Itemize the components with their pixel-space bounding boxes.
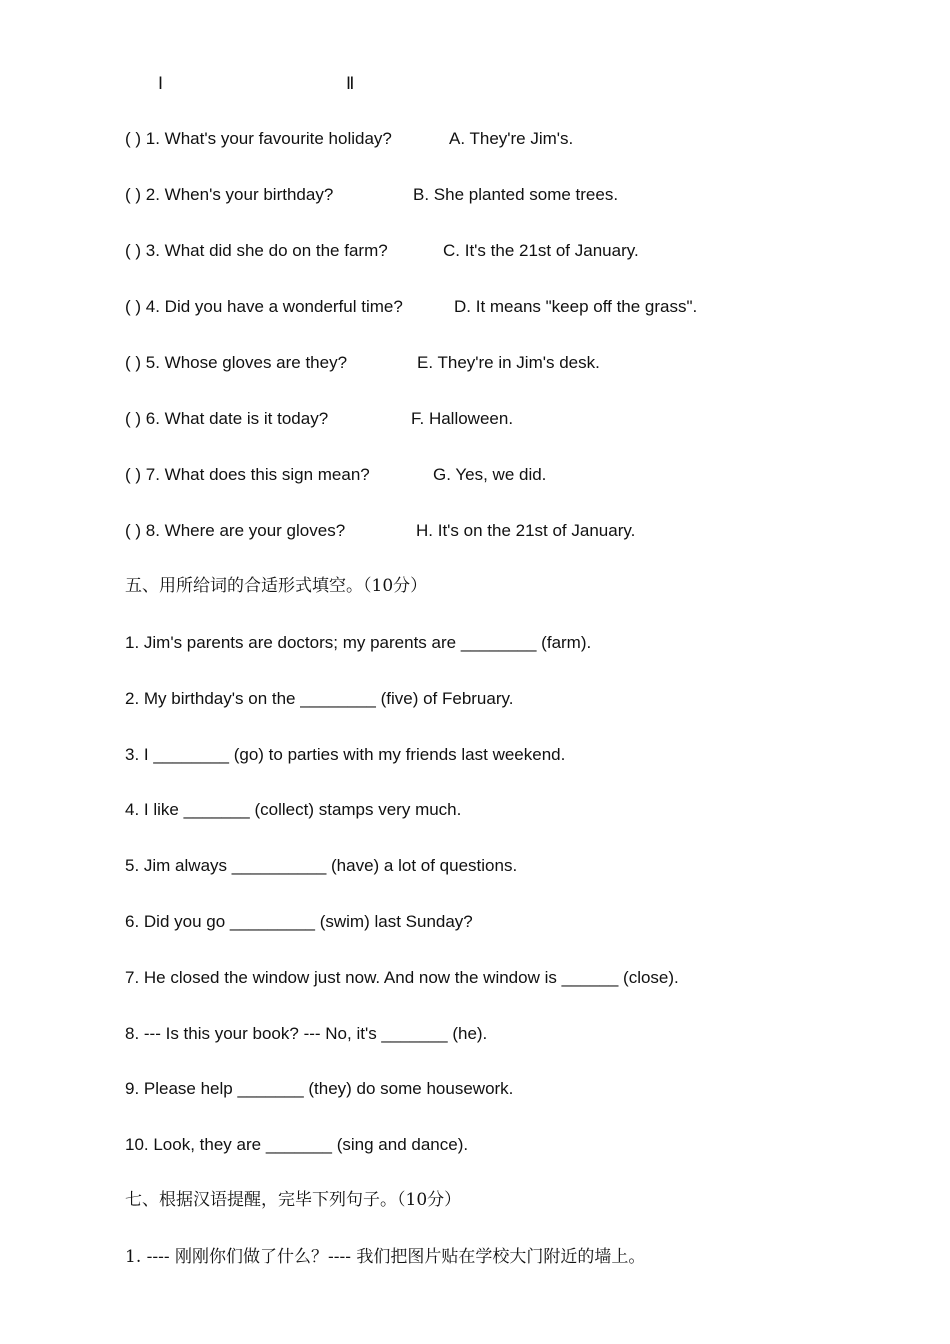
match-answer-a: A. They're Jim's. xyxy=(449,129,574,148)
match-answer-b: B. She planted some trees. xyxy=(413,185,619,204)
fill-item-7: 7. He closed the window just now. And now the window is ______ (close). xyxy=(125,968,679,987)
section-5-title: 五、用所给词的合适形式填空。（10分） xyxy=(125,576,428,596)
fill-item-3: 3. I ________ (go) to parties with my friends last weekend. xyxy=(125,745,566,764)
match-question-7: ( ) 7. What does this sign mean? xyxy=(125,465,370,484)
fill-item-8: 8. --- Is this your book? --- No, it's _______ (he). xyxy=(125,1024,488,1043)
match-question-4: ( ) 4. Did you have a wonderful time? xyxy=(125,297,403,316)
match-answer-c: C. It's the 21st of January. xyxy=(443,241,639,260)
match-question-5: ( ) 5. Whose gloves are they? xyxy=(125,353,348,372)
column-header-i: Ⅰ xyxy=(158,74,164,93)
match-question-1: ( ) 1. What's your favourite holiday? xyxy=(125,129,392,148)
match-question-8: ( ) 8. Where are your gloves? xyxy=(125,521,346,540)
match-question-6: ( ) 6. What date is it today? xyxy=(125,409,329,428)
translate-item-1: 1. ---- 刚刚你们做了什么？---- 我们把图片贴在学校大门附近的墙上。 xyxy=(125,1247,646,1267)
fill-item-4: 4. I like _______ (collect) stamps very much. xyxy=(125,800,462,819)
match-question-2: ( ) 2. When's your birthday? xyxy=(125,185,334,204)
match-answer-h: H. It's on the 21st of January. xyxy=(416,521,636,540)
fill-item-5: 5. Jim always __________ (have) a lot of questions. xyxy=(125,856,518,875)
fill-item-2: 2. My birthday's on the ________ (five) of February. xyxy=(125,689,514,708)
match-answer-e: E. They're in Jim's desk. xyxy=(417,353,600,372)
match-question-3: ( ) 3. What did she do on the farm? xyxy=(125,241,388,260)
fill-item-9: 9. Please help _______ (they) do some housework. xyxy=(125,1079,514,1098)
fill-item-10: 10. Look, they are _______ (sing and dance). xyxy=(125,1135,469,1154)
section-7-title: 七、根据汉语提醒，完毕下列句子。（10分） xyxy=(125,1190,462,1210)
match-answer-g: G. Yes, we did. xyxy=(433,465,547,484)
fill-item-1: 1. Jim's parents are doctors; my parents are ________ (farm). xyxy=(125,633,592,652)
match-answer-d: D. It means "keep off the grass". xyxy=(454,297,698,316)
column-header-ii: Ⅱ xyxy=(346,74,355,93)
match-answer-f: F. Halloween. xyxy=(411,409,514,428)
fill-item-6: 6. Did you go _________ (swim) last Sunday? xyxy=(125,912,473,931)
